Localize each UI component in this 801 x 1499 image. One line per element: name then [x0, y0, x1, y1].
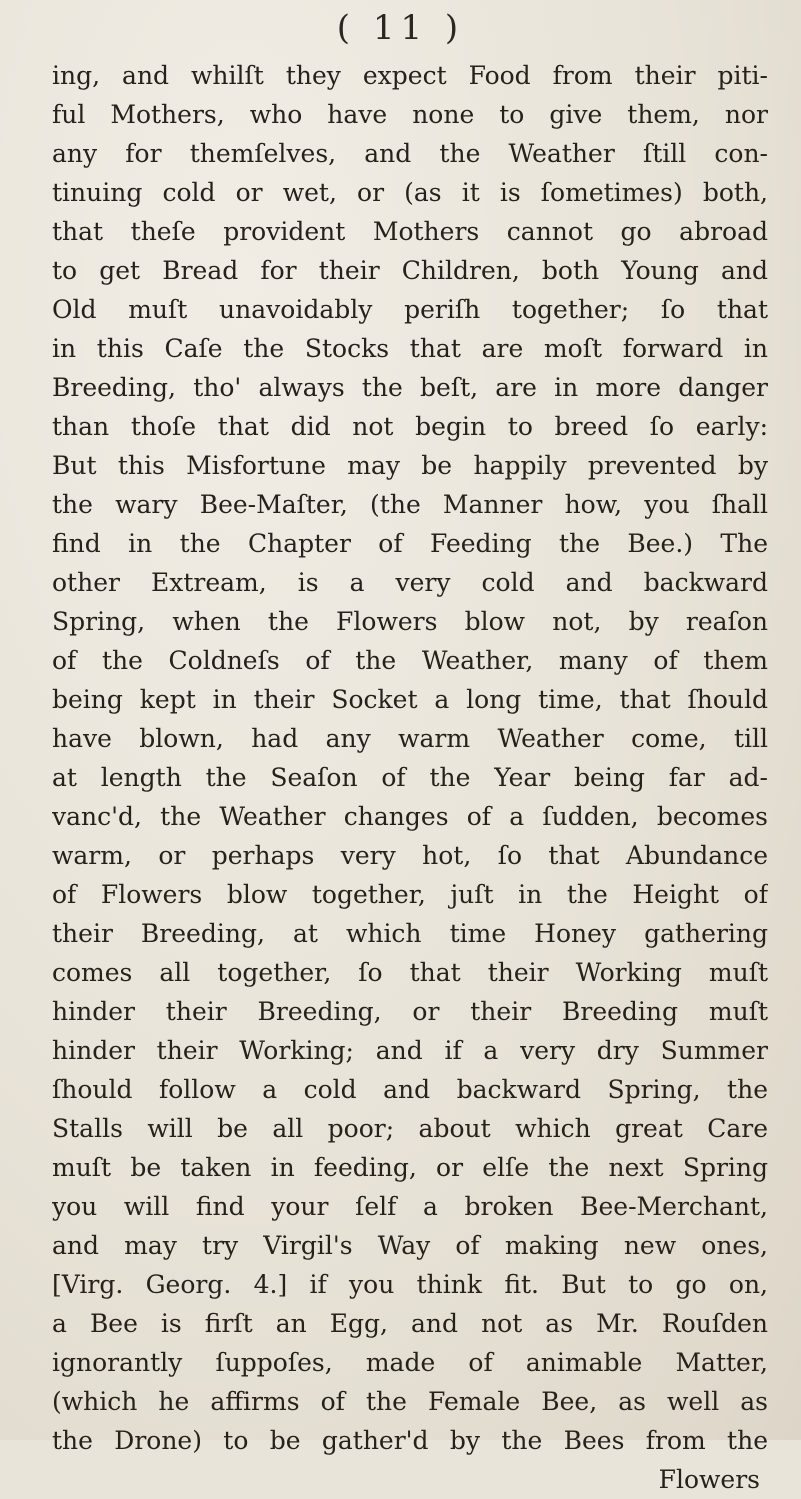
- text-line: tinuing cold or wet, or (as it is ſometimes) both,: [52, 178, 768, 207]
- text-line: the Drone) to be gather'd by the Bees from the: [52, 1426, 768, 1455]
- text-line: Breeding, tho' always the beſt, are in more danger: [52, 373, 768, 402]
- text-line: ſhould follow a cold and backward Spring, the: [52, 1075, 768, 1104]
- text-line: and may try Virgil's Way of making new ones,: [52, 1231, 768, 1260]
- text-line: the wary Bee-Maſter, (the Manner how, you ſhall: [52, 490, 768, 519]
- text-line: any for themſelves, and the Weather ſtill con-: [52, 139, 768, 168]
- page-number: ( 11 ): [336, 8, 465, 48]
- text-line: at length the Seaſon of the Year being far ad-: [52, 763, 768, 792]
- text-line: that theſe provident Mothers cannot go abroad: [52, 217, 768, 246]
- text-line: to get Bread for their Children, both Young and: [52, 256, 768, 285]
- catchword: Flowers: [658, 1465, 760, 1494]
- text-line: find in the Chapter of Feeding the Bee.) The: [52, 529, 768, 558]
- text-line: warm, or perhaps very hot, ſo that Abundance: [52, 841, 768, 870]
- text-line: But this Misfortune may be happily prevented by: [52, 451, 768, 480]
- text-line: than thoſe that did not begin to breed ſo early:: [52, 412, 768, 441]
- text-line: Old muſt unavoidably periſh together; ſo that: [52, 295, 768, 324]
- text-line: ignorantly ſuppoſes, made of animable Matter,: [52, 1348, 768, 1377]
- text-line: [Virg. Georg. 4.] if you think fit. But to go on,: [52, 1270, 768, 1299]
- text-line: a Bee is firſt an Egg, and not as Mr. Rouſden: [52, 1309, 768, 1338]
- text-line: of the Coldneſs of the Weather, many of them: [52, 646, 768, 675]
- text-line: hinder their Breeding, or their Breeding muſt: [52, 997, 768, 1026]
- text-line: being kept in their Socket a long time, that ſhould: [52, 685, 768, 714]
- body-text: [52, 56, 768, 1499]
- text-line: muſt be taken in feeding, or elſe the next Spring: [52, 1153, 768, 1182]
- text-line: hinder their Working; and if a very dry Summer: [52, 1036, 768, 1065]
- text-line: ful Mothers, who have none to give them, nor: [52, 100, 768, 129]
- text-line: ing, and whilſt they expect Food from their piti-: [52, 61, 768, 90]
- text-line: of Flowers blow together, juſt in the Height of: [52, 880, 768, 909]
- text-line: Spring, when the Flowers blow not, by reaſon: [52, 607, 768, 636]
- text-line: Stalls will be all poor; about which great Care: [52, 1114, 768, 1143]
- text-line: in this Caſe the Stocks that are moſt forward in: [52, 334, 768, 363]
- text-line: other Extream, is a very cold and backward: [52, 568, 768, 597]
- text-line: you will find your ſelf a broken Bee-Merchant,: [52, 1192, 768, 1221]
- text-line: their Breeding, at which time Honey gathering: [52, 919, 768, 948]
- text-line: (which he affirms of the Female Bee, as well as: [52, 1387, 768, 1416]
- text-line: vanc'd, the Weather changes of a ſudden, becomes: [52, 802, 768, 831]
- text-line: comes all together, ſo that their Working muſt: [52, 958, 768, 987]
- text-line: have blown, had any warm Weather come, till: [52, 724, 768, 753]
